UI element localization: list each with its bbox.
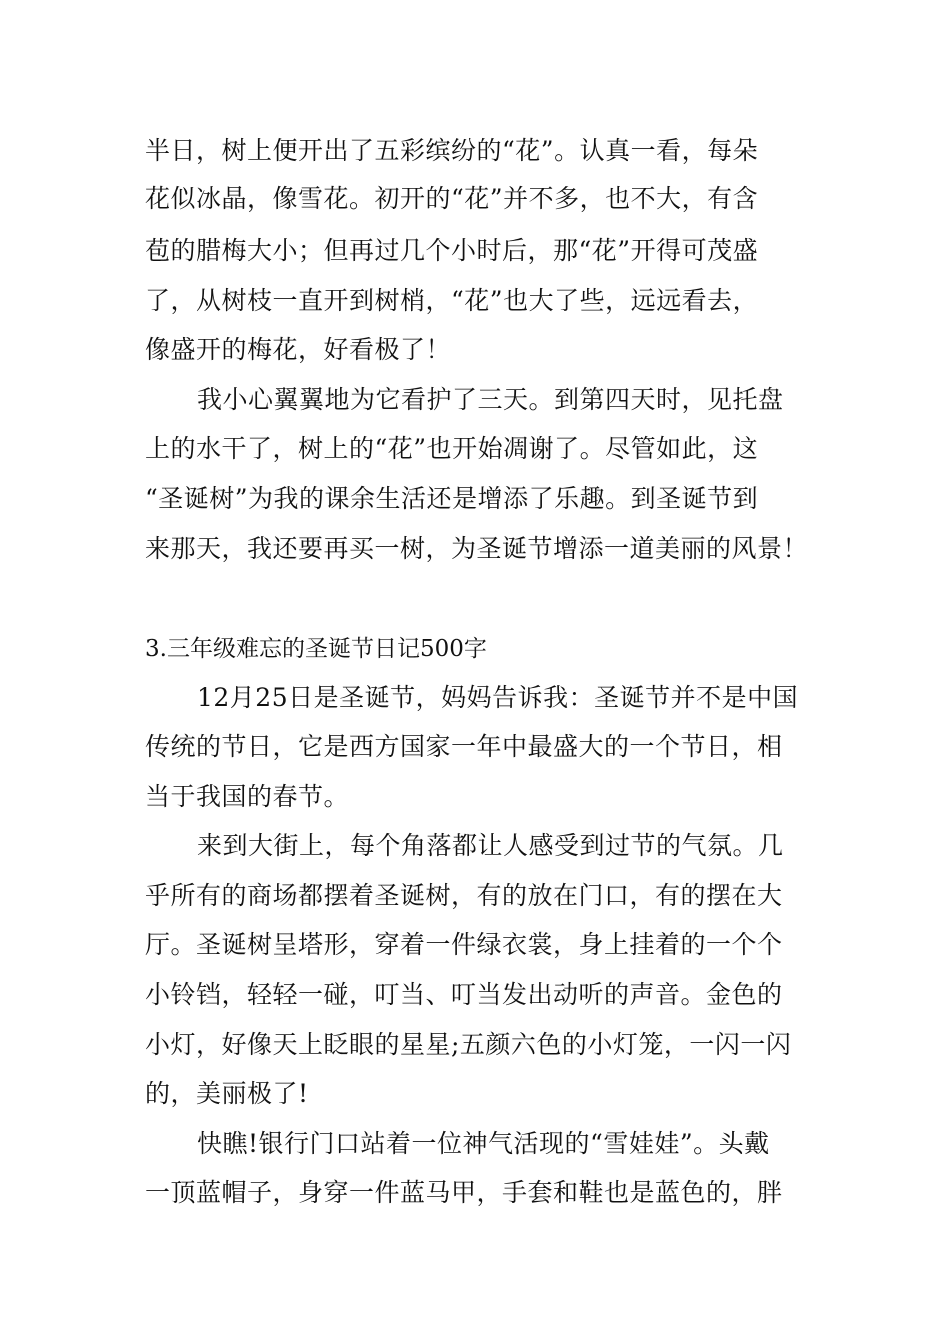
text-line: 一顶蓝帽子，身穿一件蓝马甲，手套和鞋也是蓝色的，胖 <box>145 1178 783 1207</box>
text-line: “圣诞树”为我的课余生活还是增添了乐趣。到圣诞节到 <box>145 484 759 513</box>
text-line: 当于我国的春节。 <box>145 782 350 811</box>
paragraph-first-line: 快瞧!银行门口站着一位神气活现的“雪娃娃”。头戴 <box>197 1129 770 1158</box>
text-line: 乎所有的商场都摆着圣诞树，有的放在门口，有的摆在大 <box>145 881 783 910</box>
text-line: 的，美丽极了! <box>145 1079 309 1108</box>
text-line: 苞的腊梅大小；但再过几个小时后，那“花”开得可茂盛 <box>145 236 759 265</box>
text-line: 花似冰晶，像雪花。初开的“花”并不多，也不大，有含 <box>145 184 759 213</box>
text-line: 像盛开的梅花，好看极了！ <box>145 335 452 364</box>
text-line: 厅。圣诞树呈塔形，穿着一件绿衣裳，身上挂着的一个个 <box>145 930 783 959</box>
section-heading: 3.三年级难忘的圣诞节日记500字 <box>145 636 487 662</box>
paragraph-first-line: 12月25日是圣诞节，妈妈告诉我：圣诞节并不是中国 <box>197 683 799 712</box>
text-line: 来那天，我还要再买一树，为圣诞节增添一道美丽的风景！ <box>145 534 809 563</box>
paragraph-first-line: 来到大街上，每个角落都让人感受到过节的气氛。几 <box>197 831 784 860</box>
text-line: 小铃铛，轻轻一碰，叮当、叮当发出动听的声音。金色的 <box>145 980 783 1009</box>
text-line: 上的水干了，树上的“花”也开始凋谢了。尽管如此，这 <box>145 434 759 463</box>
text-line: 了，从树枝一直开到树梢，“花”也大了些，远远看去， <box>145 286 759 315</box>
paragraph-first-line: 我小心翼翼地为它看护了三天。到第四天时，见托盘 <box>197 385 784 414</box>
text-line: 传统的节日，它是西方国家一年中最盛大的一个节日，相 <box>145 732 783 761</box>
text-line: 半日，树上便开出了五彩缤纷的“花”。认真一看，每朵 <box>145 136 759 165</box>
text-line: 小灯，好像天上眨眼的星星;五颜六色的小灯笼，一闪一闪 <box>145 1030 792 1059</box>
